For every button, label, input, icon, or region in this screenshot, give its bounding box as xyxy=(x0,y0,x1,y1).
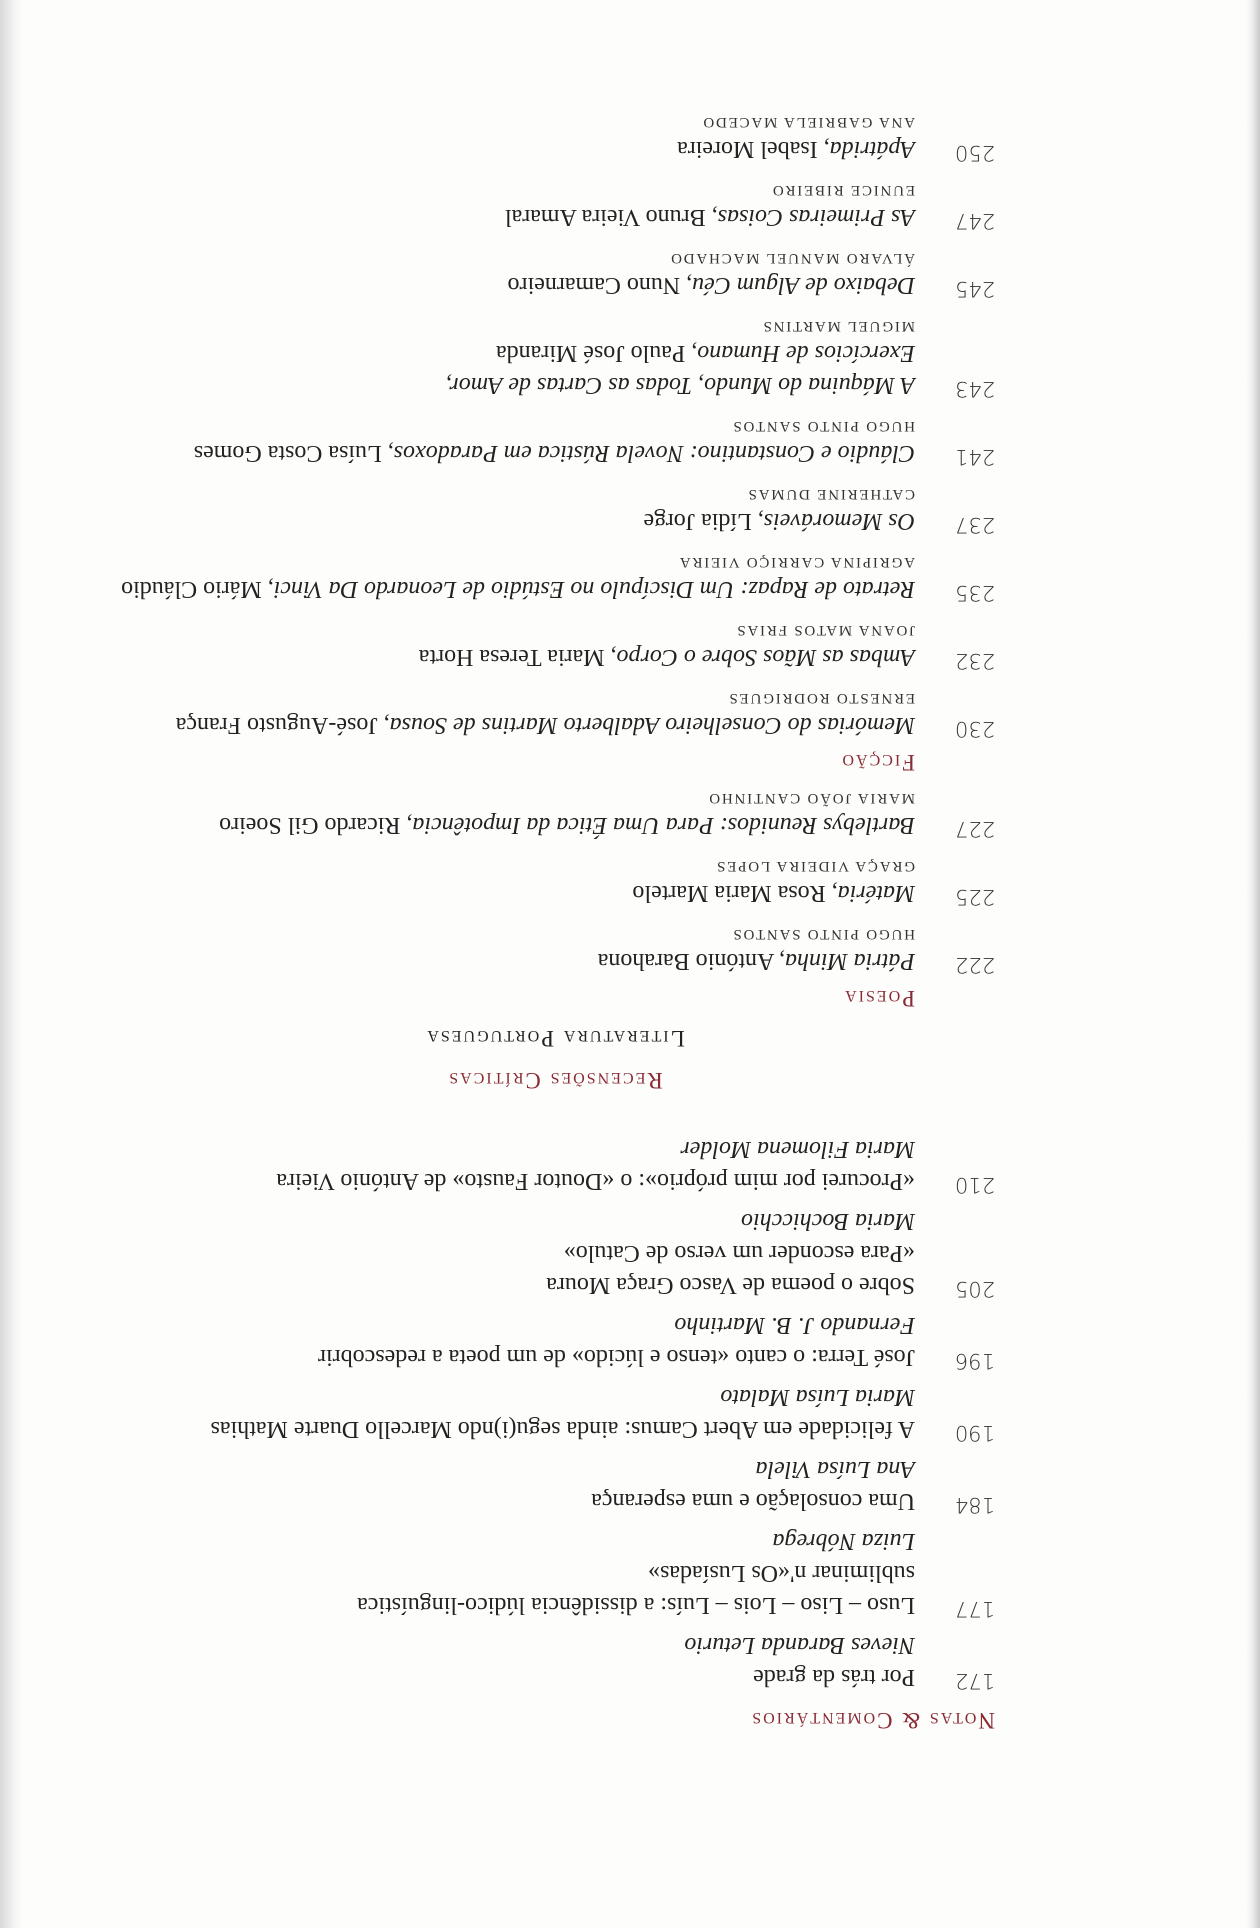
entry-title: Uma consolação e uma esperança xyxy=(591,1488,915,1514)
book-title: As Primeiras Coisas xyxy=(717,204,915,230)
review-entry xyxy=(115,179,995,233)
reviewer-name: ÁLVARO MANUEL MACHADO xyxy=(669,250,915,266)
page-number: 184 xyxy=(954,1493,995,1517)
book-author: , António Barahona xyxy=(597,948,785,974)
book-author: , Isabel Moreira xyxy=(677,136,830,162)
review-entry xyxy=(115,787,995,841)
book-author: , Bruno Vieira Amaral xyxy=(504,204,718,230)
page-number: 241 xyxy=(954,445,995,469)
page-number: 230 xyxy=(954,717,995,741)
review-entry xyxy=(115,111,995,165)
review-entry xyxy=(115,687,995,741)
page-number: 225 xyxy=(954,885,995,909)
review-entry xyxy=(115,551,995,605)
reviewer-name: ANA GABRIELA MACEDO xyxy=(701,114,915,130)
reviewer-name: MIGUEL MARTINS xyxy=(761,318,915,334)
toc-entry xyxy=(115,1525,995,1621)
toc-entry xyxy=(115,1133,995,1197)
page-number: 235 xyxy=(954,581,995,605)
category-heading-poesia: Poesia xyxy=(843,986,915,1011)
reviewer-name: HUGO PINTO SANTOS xyxy=(731,926,915,942)
page-number: 250 xyxy=(954,141,995,165)
book-title: Os Memoráveis xyxy=(763,508,915,534)
subsection-heading-literatura: Literatura Portuguesa xyxy=(425,1026,685,1051)
review-entry xyxy=(115,483,995,537)
book-title: Bartlebys Reunidos: Para Uma Ética da Impotência xyxy=(412,812,915,838)
page-number: 237 xyxy=(954,513,995,537)
table-of-contents xyxy=(115,111,995,1733)
reviewer-name: JOANA MATOS FRIAS xyxy=(735,622,915,638)
entry-author: Maria Bochicchio xyxy=(741,1208,915,1234)
page-number: 205 xyxy=(954,1277,995,1301)
entry-author: Fernando J. B. Martinho xyxy=(674,1312,915,1338)
entry-author: Nieves Baranda Leturio xyxy=(684,1632,915,1658)
review-entry xyxy=(115,415,995,469)
toc-entry xyxy=(115,1629,995,1693)
book-author: , Lídia Jorge xyxy=(643,508,764,534)
entry-author: Ana Luísa Vilela xyxy=(755,1456,915,1482)
reviewer-name: ERNESTO RODRIGUES xyxy=(727,690,915,706)
entry-author: Maria Filomena Molder xyxy=(680,1136,915,1162)
review-entry xyxy=(115,247,995,301)
page-number: 245 xyxy=(954,277,995,301)
book-author: , Paulo José Miranda xyxy=(495,340,698,366)
page-number: 196 xyxy=(954,1349,995,1373)
entry-title: A felicidade em Abert Camus: ainda segu(i)ndo Marcello Duarte Mathias xyxy=(210,1416,915,1442)
page-number: 222 xyxy=(954,953,995,977)
reviewer-name: EUNICE RIBEIRO xyxy=(771,182,915,198)
page-number: 210 xyxy=(954,1173,995,1197)
page-number: 177 xyxy=(954,1597,995,1621)
entry-title: Por trás da grade xyxy=(753,1664,915,1690)
page-number: 227 xyxy=(954,817,995,841)
review-entry xyxy=(115,923,995,977)
book-title: Memórias do Conselheiro Adalberto Martins de Sousa xyxy=(389,712,915,738)
book-author: , Luísa Costa Gomes xyxy=(193,440,394,466)
book-title: Ambas as Mãos Sobre o Corpo xyxy=(616,644,915,670)
entry-author: Maria Luísa Malato xyxy=(720,1384,915,1410)
toc-entry xyxy=(115,1309,995,1373)
page-number: 232 xyxy=(954,649,995,673)
book-author: , Rosa Maria Martelo xyxy=(632,880,838,906)
entry-title-continued: «Para esconder um verso de Catulo» xyxy=(563,1240,915,1266)
reviewer-name: MARIA JOÃO CANTINHO xyxy=(707,790,915,806)
category-heading-ficcao: Ficção xyxy=(840,750,915,775)
page-number: 172 xyxy=(954,1669,995,1693)
toc-entry xyxy=(115,1381,995,1445)
page-number: 243 xyxy=(954,377,995,401)
book-author: , Mário Cláudio xyxy=(121,576,274,602)
section-heading-recensoes: Recensões Críticas xyxy=(447,1068,663,1093)
section-heading-notas: Notas & Comentários xyxy=(750,1708,995,1733)
book-title: Retrato de Rapaz: Um Discípulo no Estúdio de Leonardo Da Vinci xyxy=(273,576,915,602)
book-title: Matéria xyxy=(837,880,915,906)
review-entry xyxy=(115,315,995,401)
book-title-continued: Exercícios de Humano xyxy=(697,340,915,366)
entry-title: José Terra: o canto «tenso e lúcido» de um poeta a redescobrir xyxy=(318,1344,915,1370)
book-author: , Nuno Camarneiro xyxy=(507,272,693,298)
reviewer-name: GRAÇA VIDEIRA LOPES xyxy=(715,858,915,874)
toc-entry xyxy=(115,1205,995,1301)
book-title: Pátria Minha xyxy=(785,948,915,974)
book-title: Cláudio e Constantino: Novela Rústica em Paradoxos xyxy=(393,440,915,466)
reviewer-name: CATHERINE DUMAS xyxy=(746,486,915,502)
entry-title: Sobre o poema de Vasco Graça Moura xyxy=(546,1272,915,1298)
book-title: Apátrida xyxy=(829,136,915,162)
review-entry xyxy=(115,619,995,673)
reviewer-name: HUGO PINTO SANTOS xyxy=(731,418,915,434)
book-title: Debaixo de Algum Céu xyxy=(692,272,915,298)
book-author: , José-Augusto França xyxy=(175,712,390,738)
toc-entry xyxy=(115,1453,995,1517)
review-entry xyxy=(115,855,995,909)
entry-title-continued: subliminar n'«Os Lusíadas» xyxy=(648,1560,915,1586)
reviewer-name: AGRIPINA CARRIÇO VIEIRA xyxy=(678,554,915,570)
entry-author: Luiza Nóbrega xyxy=(772,1528,915,1554)
page-number: 190 xyxy=(954,1421,995,1445)
book-author: , Maria Teresa Horta xyxy=(418,644,617,670)
page-number: 247 xyxy=(954,209,995,233)
entry-title: «Procurei por mim próprio»: o «Doutor Fausto» de António Vieira xyxy=(276,1168,915,1194)
book-author: , Ricardo Gil Soeiro xyxy=(219,812,413,838)
entry-title: Luso – Liso – Lois – Luís: a dissidência lúdico-linguística xyxy=(357,1592,915,1618)
book-title: A Máquina do Mundo, Todas as Cartas de Amor, xyxy=(446,372,915,398)
